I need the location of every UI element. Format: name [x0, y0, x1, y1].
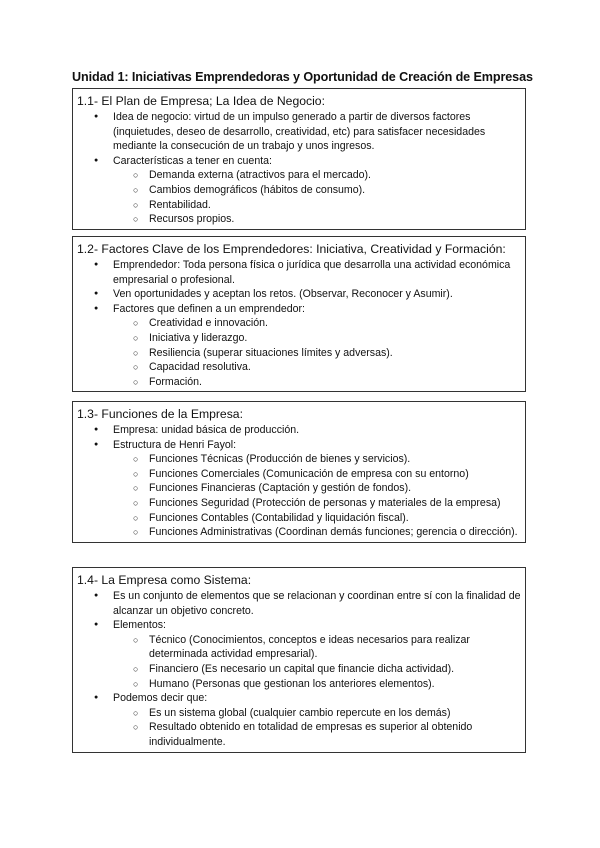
- sub-bullet-item: ○ Humano (Personas que gestionan los anteriores elementos).: [113, 677, 521, 692]
- bullet-text: Estructura de Henri Fayol:: [113, 438, 237, 451]
- section-heading: 1.1- El Plan de Empresa; La Idea de Negocio:: [77, 94, 325, 108]
- sub-bullet-item: ○ Funciones Administrativas (Coordinan demás funciones; gerencia o dirección).: [113, 525, 521, 540]
- sub-bullet-item: ○ Funciones Comerciales (Comunicación de empresa con su entorno): [113, 467, 521, 482]
- sub-bullet-list: [113, 316, 521, 389]
- bullet-item: [77, 154, 521, 227]
- bullet-item: [77, 691, 521, 749]
- section-box: [72, 236, 526, 392]
- sub-bullet-item: ○ Funciones Técnicas (Producción de bienes y servicios).: [113, 452, 521, 467]
- sub-bullet-list: [113, 452, 521, 540]
- sub-bullet-item: ○ Resiliencia (superar situaciones límites y adversas).: [113, 346, 521, 361]
- bullet-text: Es un conjunto de elementos que se relacionan y coordinan entre sí con la finalidad de alcanzar un objetivo concreto.: [113, 590, 521, 617]
- sub-bullet-item: ○ Funciones Seguridad (Protección de personas y materiales de la empresa): [113, 496, 521, 511]
- sub-bullet-item: ○ Técnico (Conocimientos, conceptos e ideas necesarios para realizar determinada actividad empresarial).: [113, 633, 521, 662]
- section-box: [72, 88, 526, 230]
- sub-bullet-item: ○ Financiero (Es necesario un capital que financie dicha actividad).: [113, 662, 521, 677]
- bullet-text: Características a tener en cuenta:: [113, 154, 272, 167]
- section-heading: 1.3- Funciones de la Empresa:: [77, 407, 243, 421]
- bullet-text: Idea de negocio: virtud de un impulso generado a partir de diversos factores (inquietudes, deseo de desarrollo, creatividad, etc) para satisfacer necesidades mediante la consecución de un trabajo y unos ingresos.: [113, 111, 486, 153]
- sub-bullet-list: [113, 706, 521, 750]
- bullet-item: [77, 287, 521, 302]
- page-title: Unidad 1: Iniciativas Emprendedoras y Oportunidad de Creación de Empresas: [72, 70, 533, 84]
- bullet-item: [77, 302, 521, 390]
- sub-bullet-item: ○ Funciones Financieras (Captación y gestión de fondos).: [113, 481, 521, 496]
- sub-bullet-item: ○ Demanda externa (atractivos para el mercado).: [113, 168, 521, 183]
- sub-bullet-item: ○ Capacidad resolutiva.: [113, 360, 521, 375]
- bullet-list: [77, 589, 521, 750]
- bullet-item: [77, 110, 521, 154]
- sub-bullet-list: [113, 633, 521, 691]
- bullet-item: [77, 589, 521, 618]
- section-box: [72, 567, 526, 753]
- bullet-text: Empresa: unidad básica de producción.: [113, 424, 300, 436]
- sub-bullet-list: [113, 168, 521, 226]
- bullet-text: Factores que definen a un emprendedor:: [113, 302, 305, 315]
- bullet-text: Emprendedor: Toda persona física o jurídica que desarrolla una actividad económica empresarial o profesional.: [113, 259, 511, 286]
- bullet-text: Podemos decir que:: [113, 692, 208, 705]
- bullet-item: [77, 423, 521, 438]
- sub-bullet-item: ○ Rentabilidad.: [113, 198, 521, 213]
- sub-bullet-item: ○ Resultado obtenido en totalidad de empresas es superior al obtenido individualmente.: [113, 720, 521, 749]
- bullet-list: [77, 110, 521, 227]
- sub-bullet-item: ○ Creatividad e innovación.: [113, 316, 521, 331]
- sub-bullet-item: ○ Formación.: [113, 375, 521, 390]
- sub-bullet-item: ○ Recursos propios.: [113, 212, 521, 227]
- sub-bullet-item: ○ Es un sistema global (cualquier cambio repercute en los demás): [113, 706, 521, 721]
- bullet-item: [77, 258, 521, 287]
- bullet-text: Elementos:: [113, 619, 166, 632]
- bullet-item: [77, 438, 521, 540]
- section-box: [72, 401, 526, 543]
- section-heading: 1.2- Factores Clave de los Emprendedores: Iniciativa, Creatividad y Formación:: [77, 242, 506, 256]
- sub-bullet-item: ○ Cambios demográficos (hábitos de consumo).: [113, 183, 521, 198]
- bullet-list: [77, 423, 521, 540]
- bullet-text: Ven oportunidades y aceptan los retos. (Observar, Reconocer y Asumir).: [113, 288, 453, 301]
- section-heading: 1.4- La Empresa como Sistema:: [77, 573, 252, 587]
- sub-bullet-item: ○ Iniciativa y liderazgo.: [113, 331, 521, 346]
- bullet-item: [77, 618, 521, 691]
- bullet-list: [77, 258, 521, 389]
- sub-bullet-item: ○ Funciones Contables (Contabilidad y liquidación fiscal).: [113, 511, 521, 526]
